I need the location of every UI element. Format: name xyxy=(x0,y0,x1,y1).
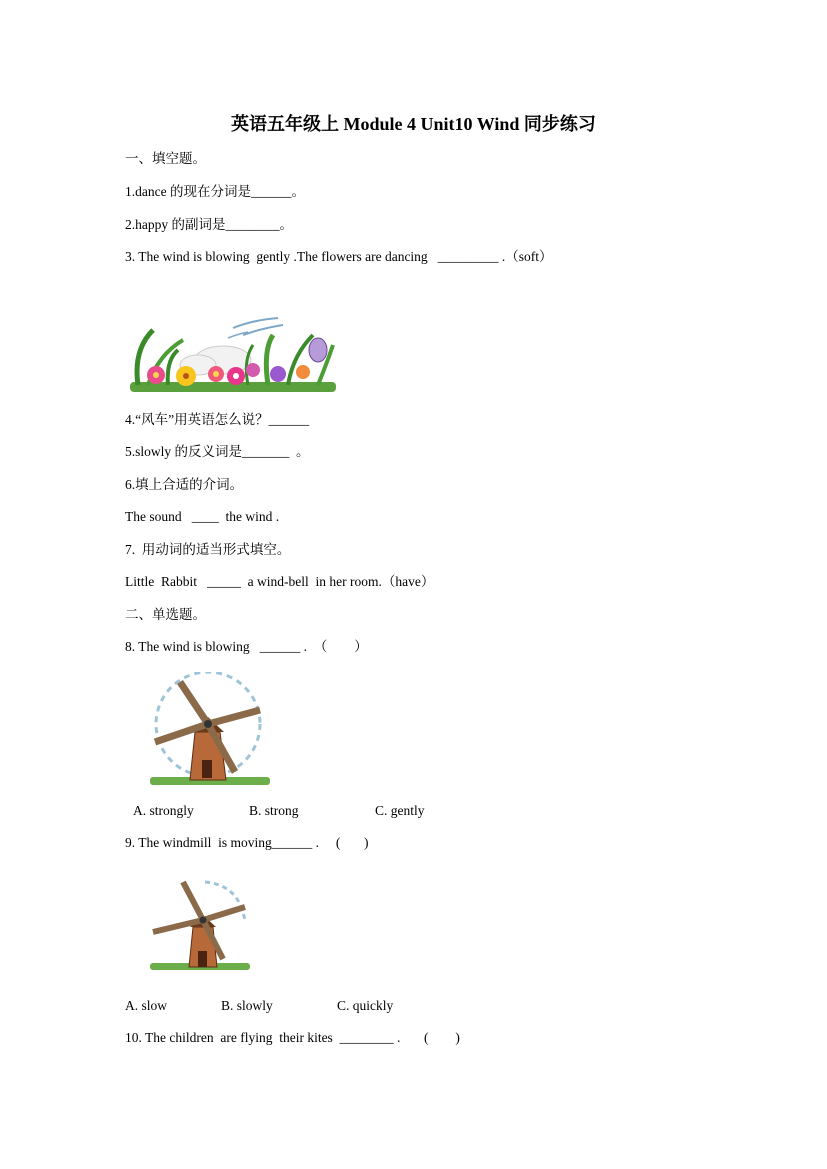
question-7: 7. 用动词的适当形式填空。 xyxy=(125,542,291,557)
windmill-illustration xyxy=(145,877,255,977)
q9-option-a: A. slow xyxy=(125,998,168,1013)
question-5: 5.slowly 的反义词是_______ 。 xyxy=(125,444,310,459)
q9-option-b: B. slowly xyxy=(221,998,273,1013)
q8-option-b: B. strong xyxy=(249,803,299,818)
question-9: 9. The windmill is moving______ . ( ) xyxy=(125,835,369,850)
q8-option-a: A. strongly xyxy=(133,803,194,818)
question-2: 2.happy 的副词是________。 xyxy=(125,217,293,232)
question-6: 6.填上合适的介词。 xyxy=(125,477,244,492)
q9-option-c: C. quickly xyxy=(337,998,394,1013)
q8-option-c: C. gently xyxy=(375,803,425,818)
question-3: 3. The wind is blowing gently .The flowers are dancing _________ .（soft） xyxy=(125,249,553,264)
section-1-heading: 一、填空题。 xyxy=(125,151,206,166)
section-2-heading: 二、单选题。 xyxy=(125,607,206,622)
windmill-illustration xyxy=(140,672,275,792)
question-6-sentence: The sound ____ the wind . xyxy=(125,509,280,524)
page-title: 英语五年级上 Module 4 Unit10 Wind 同步练习 xyxy=(231,114,596,134)
question-8: 8. The wind is blowing ______ . （ ） xyxy=(125,639,368,654)
question-4: 4.“风车”用英语怎么说？______ xyxy=(125,412,310,427)
question-1: 1.dance 的现在分词是______。 xyxy=(125,184,305,199)
flowers-illustration xyxy=(128,310,338,395)
question-7-sentence: Little Rabbit _____ a wind-bell in her room.（have） xyxy=(125,574,435,589)
question-10: 10. The children are flying their kites ________ . ( ) xyxy=(125,1030,460,1045)
